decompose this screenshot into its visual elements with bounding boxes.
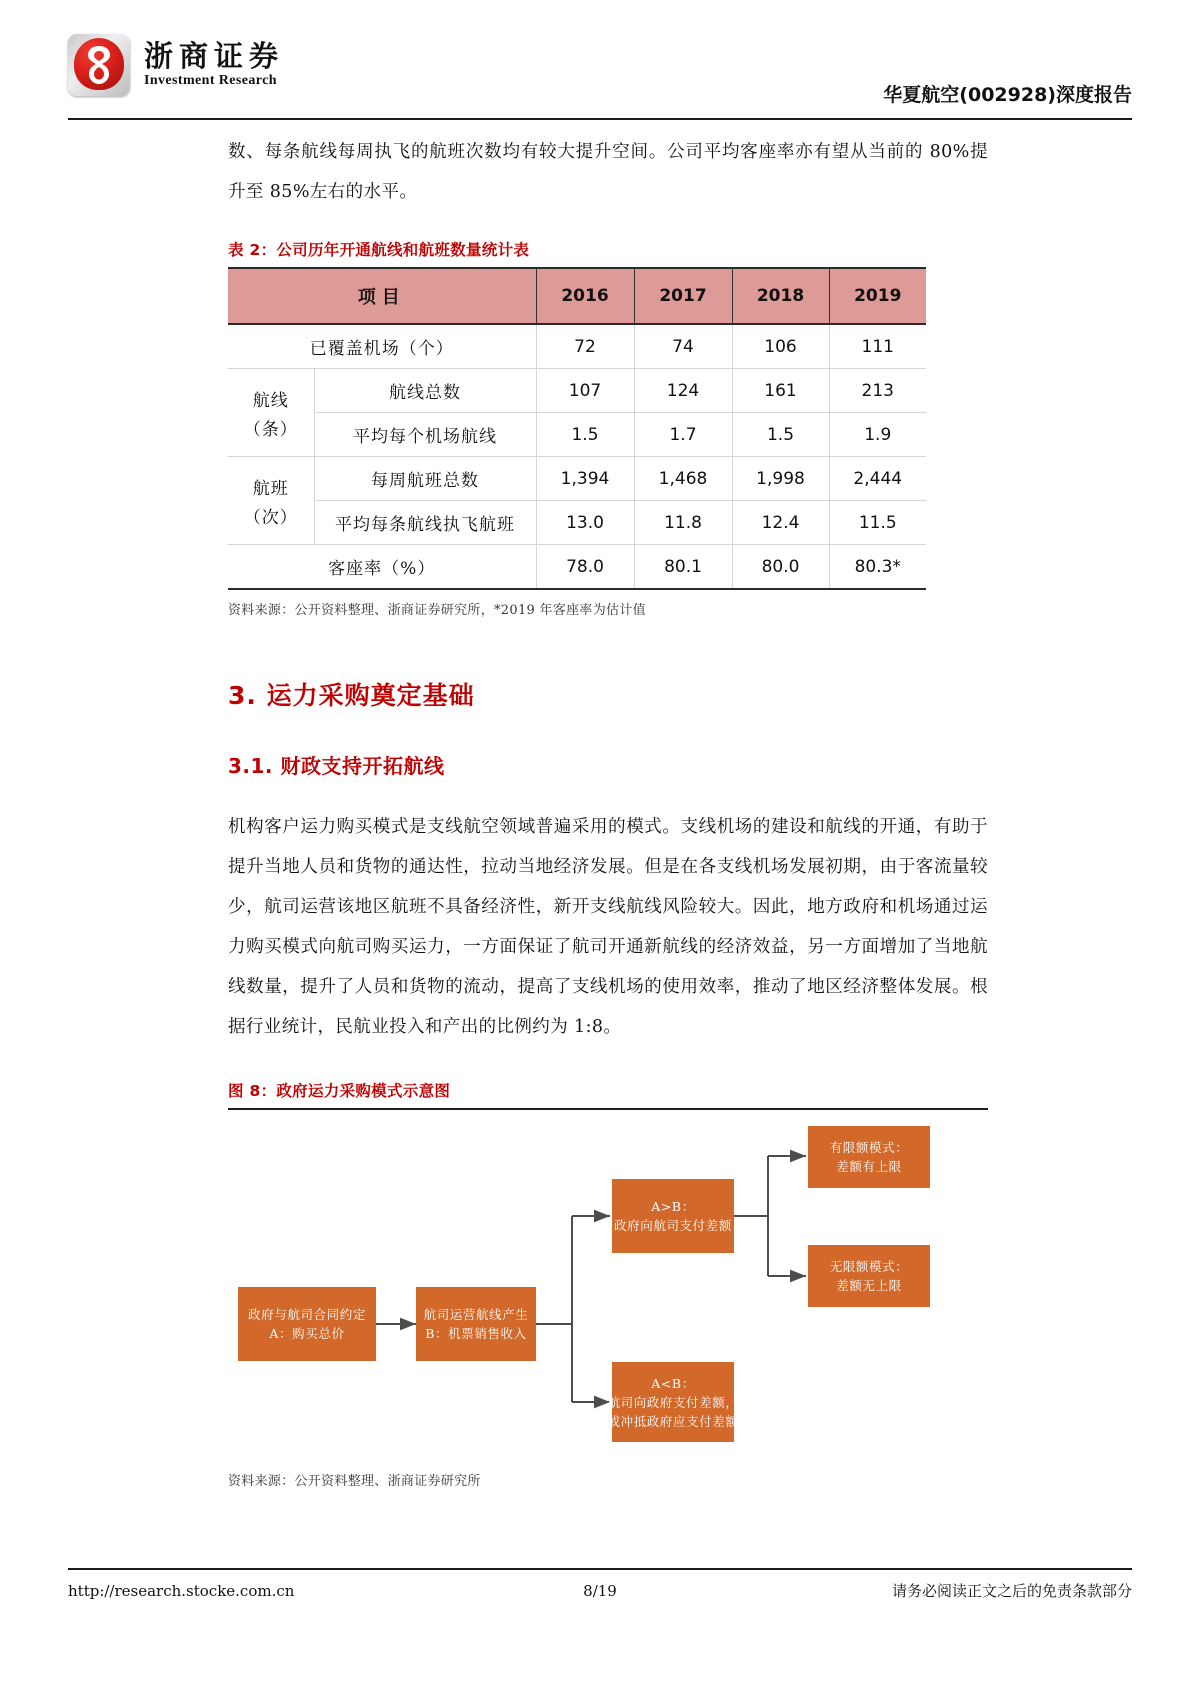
cell-value: 2,444 [829,457,926,501]
page-header [68,28,1132,110]
header-divider [68,118,1132,120]
flow-node-line: 或冲抵政府应支付差额 [607,1413,739,1429]
procurement-flowchart [228,1124,988,1454]
table-row [228,457,926,501]
col-header-2017: 2017 [634,268,732,324]
table-row [228,369,926,413]
flow-node-uncapped-mode [808,1245,930,1307]
row-label: 平均每条航线执飞航班 [314,501,536,545]
flow-node-line: 航司运营航线产生 [423,1307,529,1322]
flow-node-line: 航司向政府支付差额， [607,1394,739,1410]
flow-node-line: 差额无上限 [836,1278,902,1293]
cell-value: 1,998 [732,457,829,501]
flow-node-line: 政府与航司合同约定 [248,1307,366,1322]
cell-value: 1.7 [634,413,732,457]
cell-value: 11.5 [829,501,926,545]
cell-value: 111 [829,324,926,369]
logo-company-name: 浙商证券 [144,38,285,73]
flow-node-line: A：购买总价 [269,1326,345,1341]
flow-node-capped-mode [808,1126,930,1188]
row-group-flight [228,457,314,545]
flow-node-line: A>B： [651,1199,695,1214]
table-header-row [228,268,926,324]
cell-value: 107 [536,369,634,413]
group-label-line1: 航班 [252,478,289,499]
footer-url[interactable]: http://research.stocke.com.cn [68,1581,295,1600]
cell-value: 74 [634,324,732,369]
footer-divider [68,1568,1132,1570]
cell-value: 106 [732,324,829,369]
cell-value: 1.5 [732,413,829,457]
table-row [228,501,926,545]
row-label: 已覆盖机场（个） [228,324,536,369]
group-label-line2: （次） [243,507,298,528]
logo-subtitle: Investment Research [144,73,277,89]
cell-value: 13.0 [536,501,634,545]
section-paragraph: 机构客户运力购买模式是支线航空领域普遍采用的模式。支线机场的建设和航线的开通，有助于提升当地人员和货物的通达性，拉动当地经济发展。但是在各支线机场发展初期，由于客流量较少，航司运营该地区航班不具备经济性，新开支线航线风险较大。因此，地方政府和机场通过运力购买模式向航司购买运力，一方面保证了航司开通新航线的经济效益，另一方面增加了当地航线数量，提升了人员和货物的流动，提高了支线机场的使用效率，推动了地区经济整体发展。根据行业统计，民航业投入和产出的比例约为 1:8。 [228,817,988,1037]
cell-value: 1.9 [829,413,926,457]
flow-node-a-less-b [607,1362,739,1442]
cell-value: 72 [536,324,634,369]
flow-node-line: 有限额模式： [829,1140,909,1155]
flow-node-a-greater-b [612,1179,734,1253]
cell-value: 1,394 [536,457,634,501]
group-label-line1: 航线 [252,390,289,411]
brand-logo [68,34,284,96]
col-header-2018: 2018 [732,268,829,324]
cell-value: 1.5 [536,413,634,457]
row-label: 每周航班总数 [314,457,536,501]
cell-value: 80.3* [829,545,926,590]
row-label: 客座率（%） [228,545,536,590]
figure-divider [228,1108,988,1110]
report-title: 华夏航空(002928)深度报告 [883,84,1132,106]
flow-node-line: A<B： [651,1375,695,1391]
figure-source: 资料来源：公开资料整理、浙商证券研究所 [228,1474,481,1489]
row-group-airline [228,369,314,457]
cell-value: 80.0 [732,545,829,590]
cell-value: 124 [634,369,732,413]
table-row [228,545,926,590]
flow-node-line: 差额有上限 [836,1159,902,1174]
logo-glyph-icon [68,34,130,96]
col-header-item: 项目 [228,268,536,324]
subsection-heading: 3.1. 财政支持开拓航线 [228,754,445,778]
flow-node-line: 无限额模式： [829,1259,909,1274]
intro-paragraph: 数、每条航线每周执飞的航班次数均有较大提升空间。公司平均客座率亦有望从当前的 80%提升至 85%左右的水平。 [228,142,988,202]
col-header-2016: 2016 [536,268,634,324]
route-flight-stats-table [228,267,926,590]
cell-value: 161 [732,369,829,413]
figure-caption: 图 8：政府运力采购模式示意图 [228,1082,451,1100]
cell-value: 1,468 [634,457,732,501]
table-caption: 表 2：公司历年开通航线和航班数量统计表 [228,241,530,259]
page-number: 8/19 [583,1581,617,1600]
flow-node-line: B：机票销售收入 [425,1326,527,1341]
flow-node-revenue [416,1287,536,1361]
cell-value: 213 [829,369,926,413]
group-label-line2: （条） [243,419,298,440]
footer-disclaimer: 请务必阅读正文之后的免责条款部分 [891,1582,1132,1600]
cell-value: 12.4 [732,501,829,545]
cell-value: 80.1 [634,545,732,590]
table-row [228,413,926,457]
table-row [228,324,926,369]
page-content [228,132,988,1489]
zheshang-logo-icon [68,34,130,96]
section-heading: 3. 运力采购奠定基础 [228,681,475,710]
row-label: 航线总数 [314,369,536,413]
table-source: 资料来源：公开资料整理、浙商证券研究所，*2019 年客座率为估计值 [228,603,646,618]
row-label: 平均每个机场航线 [314,413,536,457]
flow-node-contract [238,1287,376,1361]
col-header-2019: 2019 [829,268,926,324]
page-footer [68,1580,1132,1601]
flow-node-line: 政府向航司支付差额 [614,1218,732,1233]
cell-value: 78.0 [536,545,634,590]
cell-value: 11.8 [634,501,732,545]
